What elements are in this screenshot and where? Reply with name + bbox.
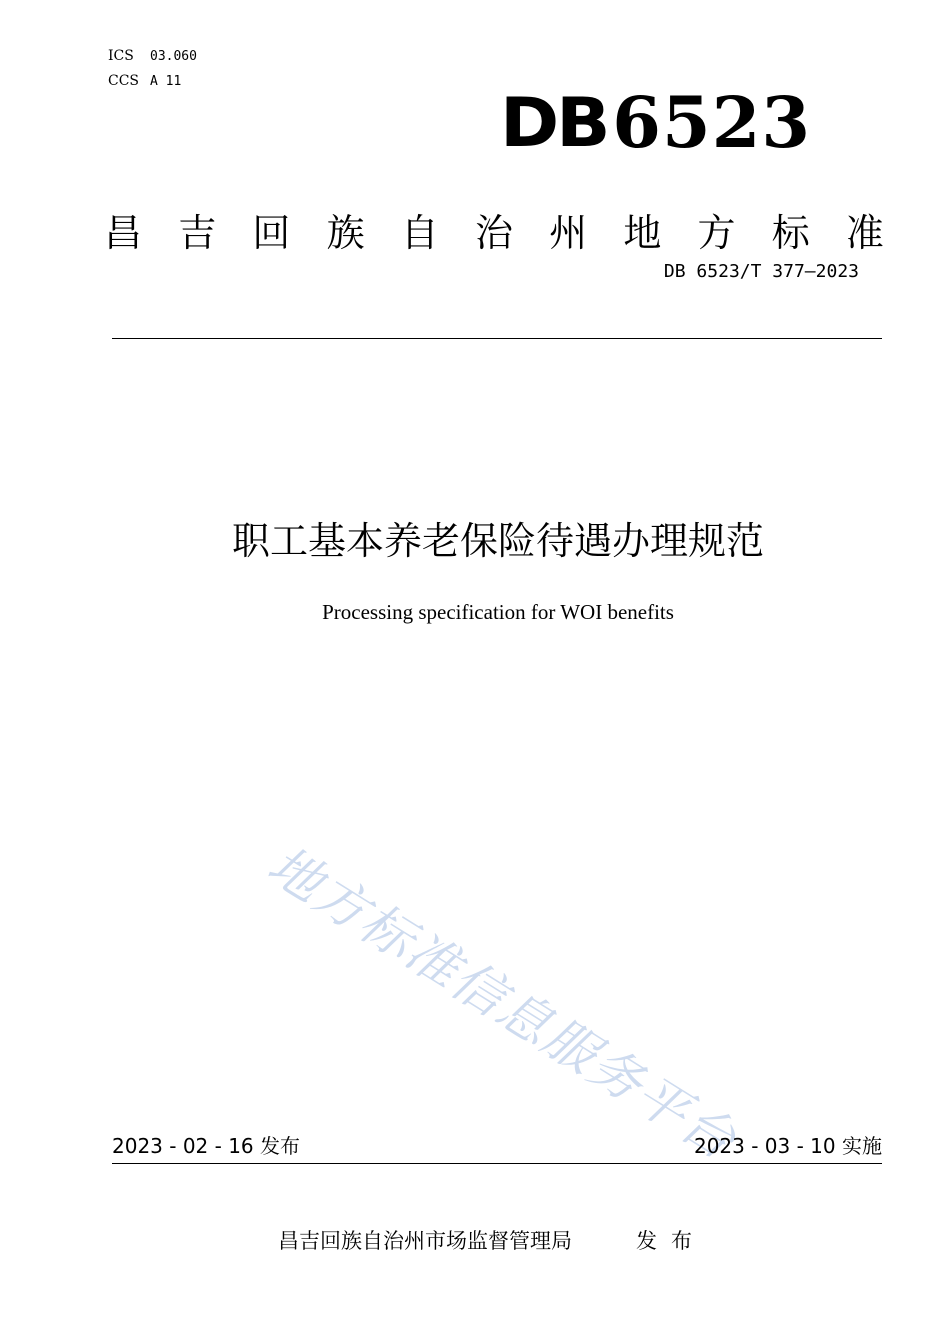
ccs-label: CCS [108, 73, 140, 89]
db-standard-logo [500, 78, 812, 164]
bottom-divider [112, 1163, 882, 1164]
standard-type-char: 回 [252, 211, 291, 255]
ics-label: ICS [108, 48, 134, 64]
standard-type-char: 吉 [178, 211, 217, 255]
standard-type-char: 昌 [104, 211, 143, 255]
implementation-date: 2023 - 03 - 10 实施 [693, 1134, 882, 1158]
standard-type-char: 准 [845, 211, 884, 255]
document-title-english: Processing specification for WOI benefits [322, 600, 674, 624]
standard-type-char: 治 [474, 211, 513, 255]
ics-value: 03.060 [150, 49, 197, 64]
issue-date: 2023 - 02 - 16 发布 [112, 1134, 301, 1158]
ics-row [108, 44, 197, 69]
document-title-chinese: 职工基本养老保险待遇办理规范 [231, 519, 764, 563]
db-logo-code: 6523 [612, 81, 812, 164]
watermark-text: 地方标准信息服务平台 [257, 835, 747, 1173]
publish-action: 发布 [636, 1229, 706, 1253]
standard-type-heading [104, 206, 884, 260]
top-divider [112, 338, 882, 339]
standard-type-char: 自 [400, 211, 439, 255]
ccs-row [108, 69, 197, 94]
standard-type-char: 族 [326, 211, 365, 255]
standard-type-char: 标 [771, 211, 810, 255]
standard-type-char: 方 [697, 211, 736, 255]
standard-type-char: 州 [549, 211, 588, 255]
db-logo-prefix: DB [500, 84, 608, 163]
classification-codes [108, 44, 197, 94]
standard-number: DB 6523/T 377—2023 [663, 261, 859, 282]
standard-type-char: 地 [623, 211, 662, 255]
ccs-value: A 11 [150, 74, 182, 89]
publisher-name: 昌吉回族自治州市场监督管理局 [278, 1229, 572, 1253]
